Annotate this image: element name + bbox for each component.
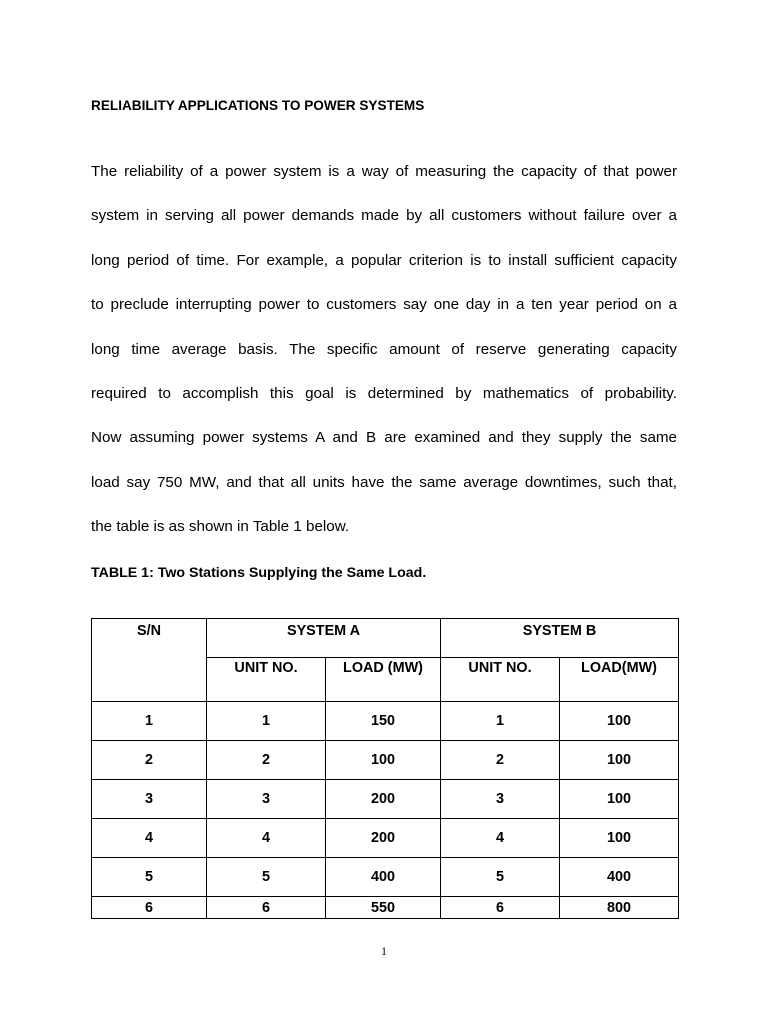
document-heading: RELIABILITY APPLICATIONS TO POWER SYSTEMS	[91, 98, 425, 113]
table-cell: 200	[326, 819, 441, 858]
table-cell: 4	[441, 819, 560, 858]
table-caption: TABLE 1: Two Stations Supplying the Same Load.	[91, 565, 427, 581]
table-cell: 550	[326, 897, 441, 919]
paragraph-line: long time average basis. The specific amount of reserve generating capacity	[91, 340, 677, 358]
body-paragraph	[91, 150, 677, 550]
table-cell: 5	[441, 858, 560, 897]
table-cell: 2	[207, 741, 326, 780]
table-cell: 2	[441, 741, 560, 780]
table-row	[92, 897, 679, 919]
table-cell: 5	[92, 858, 207, 897]
table-cell: 150	[326, 702, 441, 741]
table-cell: 100	[560, 780, 679, 819]
table-cell: 100	[326, 741, 441, 780]
paragraph-line: the table is as shown in Table 1 below.	[91, 518, 350, 536]
table-cell: 1	[441, 702, 560, 741]
header-load-a: LOAD (MW)	[326, 658, 441, 702]
table-cell: 2	[92, 741, 207, 780]
paragraph-line: The reliability of a power system is a way of measuring the capacity of that power	[91, 163, 677, 180]
paragraph-line: system in serving all power demands made by all customers without failure over a	[91, 207, 677, 225]
table-row	[92, 780, 679, 819]
header-system-b: SYSTEM B	[441, 619, 679, 658]
table-header-row	[92, 619, 679, 658]
header-unit-no-a: UNIT NO.	[207, 658, 326, 702]
table-row	[92, 702, 679, 741]
table-cell: 100	[560, 741, 679, 780]
table-cell: 100	[560, 819, 679, 858]
paragraph-line: to preclude interrupting power to customers say one day in a ten year period on a	[91, 296, 677, 314]
header-load-b: LOAD(MW)	[560, 658, 679, 702]
table-cell: 400	[560, 858, 679, 897]
table-cell: 100	[560, 702, 679, 741]
table-cell: 1	[92, 702, 207, 741]
paragraph-line: Now assuming power systems A and B are examined and they supply the same	[91, 429, 677, 447]
paragraph-line: load say 750 MW, and that all units have the same average downtimes, such that,	[91, 473, 677, 491]
header-sn: S/N	[92, 619, 207, 702]
table-cell: 6	[207, 897, 326, 919]
table-cell: 3	[441, 780, 560, 819]
table-cell: 1	[207, 702, 326, 741]
table-cell: 3	[92, 780, 207, 819]
page-number: 1	[381, 944, 387, 958]
table-row	[92, 819, 679, 858]
table-cell: 6	[441, 897, 560, 919]
table-cell: 200	[326, 780, 441, 819]
table-cell: 800	[560, 897, 679, 919]
table-cell: 400	[326, 858, 441, 897]
header-system-a: SYSTEM A	[207, 619, 441, 658]
table-row	[92, 858, 679, 897]
table-row	[92, 741, 679, 780]
table-cell: 4	[207, 819, 326, 858]
header-unit-no-b: UNIT NO.	[441, 658, 560, 702]
data-table	[91, 618, 679, 919]
table-cell: 5	[207, 858, 326, 897]
paragraph-line: required to accomplish this goal is determined by mathematics of probability.	[91, 384, 677, 402]
paragraph-line: long period of time. For example, a popular criterion is to install sufficient capacity	[91, 251, 677, 269]
table-cell: 4	[92, 819, 207, 858]
table-cell: 6	[92, 897, 207, 919]
table-cell: 3	[207, 780, 326, 819]
